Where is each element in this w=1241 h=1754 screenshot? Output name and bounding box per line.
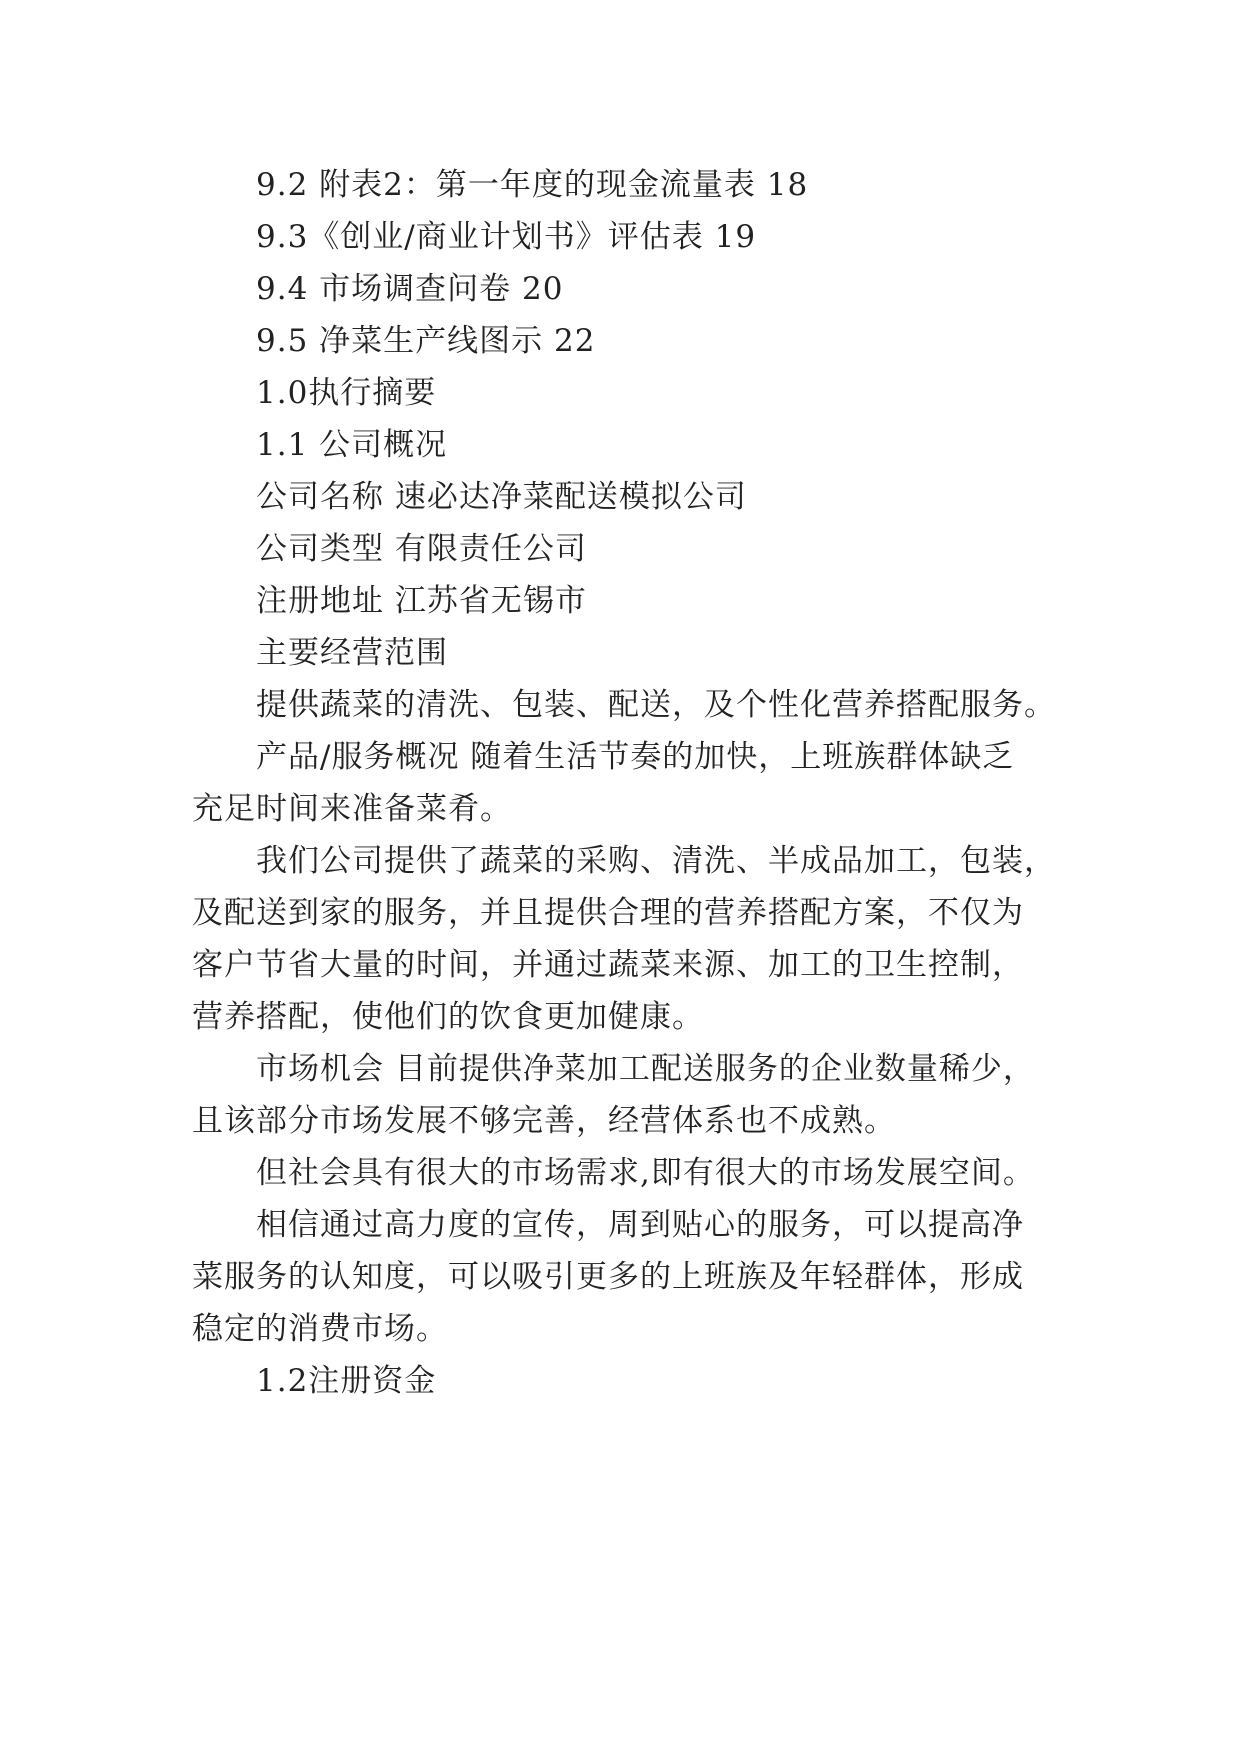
promotion-paragraph-line-1: 相信通过高力度的宣传，周到贴心的服务，可以提高净 bbox=[256, 1207, 1024, 1243]
toc-entry-9-2: 9.2 附表2：第一年度的现金流量表 18 bbox=[256, 167, 809, 203]
promotion-paragraph-line-3: 稳定的消费市场。 bbox=[192, 1311, 448, 1347]
toc-entry-9-3: 9.3《创业/商业计划书》评估表 19 bbox=[256, 219, 757, 255]
business-scope-text: 提供蔬菜的清洗、包装、配送，及个性化营养搭配服务。 bbox=[256, 687, 1056, 723]
service-paragraph-line-1: 我们公司提供了蔬菜的采购、清洗、半成品加工，包装， bbox=[256, 843, 1056, 879]
business-scope-label: 主要经营范围 bbox=[256, 635, 448, 671]
company-name-line: 公司名称 速必达净菜配送模拟公司 bbox=[256, 479, 747, 515]
service-paragraph-line-3: 客户节省大量的时间，并通过蔬菜来源、加工的卫生控制， bbox=[192, 947, 1024, 983]
service-paragraph-line-4: 营养搭配，使他们的饮食更加健康。 bbox=[192, 999, 704, 1035]
product-overview-line-2: 充足时间来准备菜肴。 bbox=[192, 791, 512, 827]
section-heading-1-1: 1.1 公司概况 bbox=[256, 427, 448, 463]
promotion-paragraph-line-2: 菜服务的认知度，可以吸引更多的上班族及年轻群体，形成 bbox=[192, 1259, 1024, 1295]
market-demand-line: 但社会具有很大的市场需求,即有很大的市场发展空间。 bbox=[256, 1155, 1035, 1191]
section-heading-1-0: 1.0执行摘要 bbox=[256, 375, 437, 411]
registered-address-line: 注册地址 江苏省无锡市 bbox=[256, 583, 587, 619]
market-opportunity-line-2: 且该部分市场发展不够完善，经营体系也不成熟。 bbox=[192, 1103, 896, 1139]
product-overview-line-1: 产品/服务概况 随着生活节奏的加快，上班族群体缺乏 bbox=[256, 739, 1015, 775]
toc-entry-9-4: 9.4 市场调查问卷 20 bbox=[256, 271, 564, 307]
company-type-line: 公司类型 有限责任公司 bbox=[256, 531, 587, 567]
toc-entry-9-5: 9.5 净菜生产线图示 22 bbox=[256, 323, 596, 359]
market-opportunity-line-1: 市场机会 目前提供净菜加工配送服务的企业数量稀少， bbox=[256, 1051, 1035, 1087]
section-heading-1-2: 1.2注册资金 bbox=[256, 1363, 437, 1399]
service-paragraph-line-2: 及配送到家的服务，并且提供合理的营养搭配方案，不仅为 bbox=[192, 895, 1024, 931]
